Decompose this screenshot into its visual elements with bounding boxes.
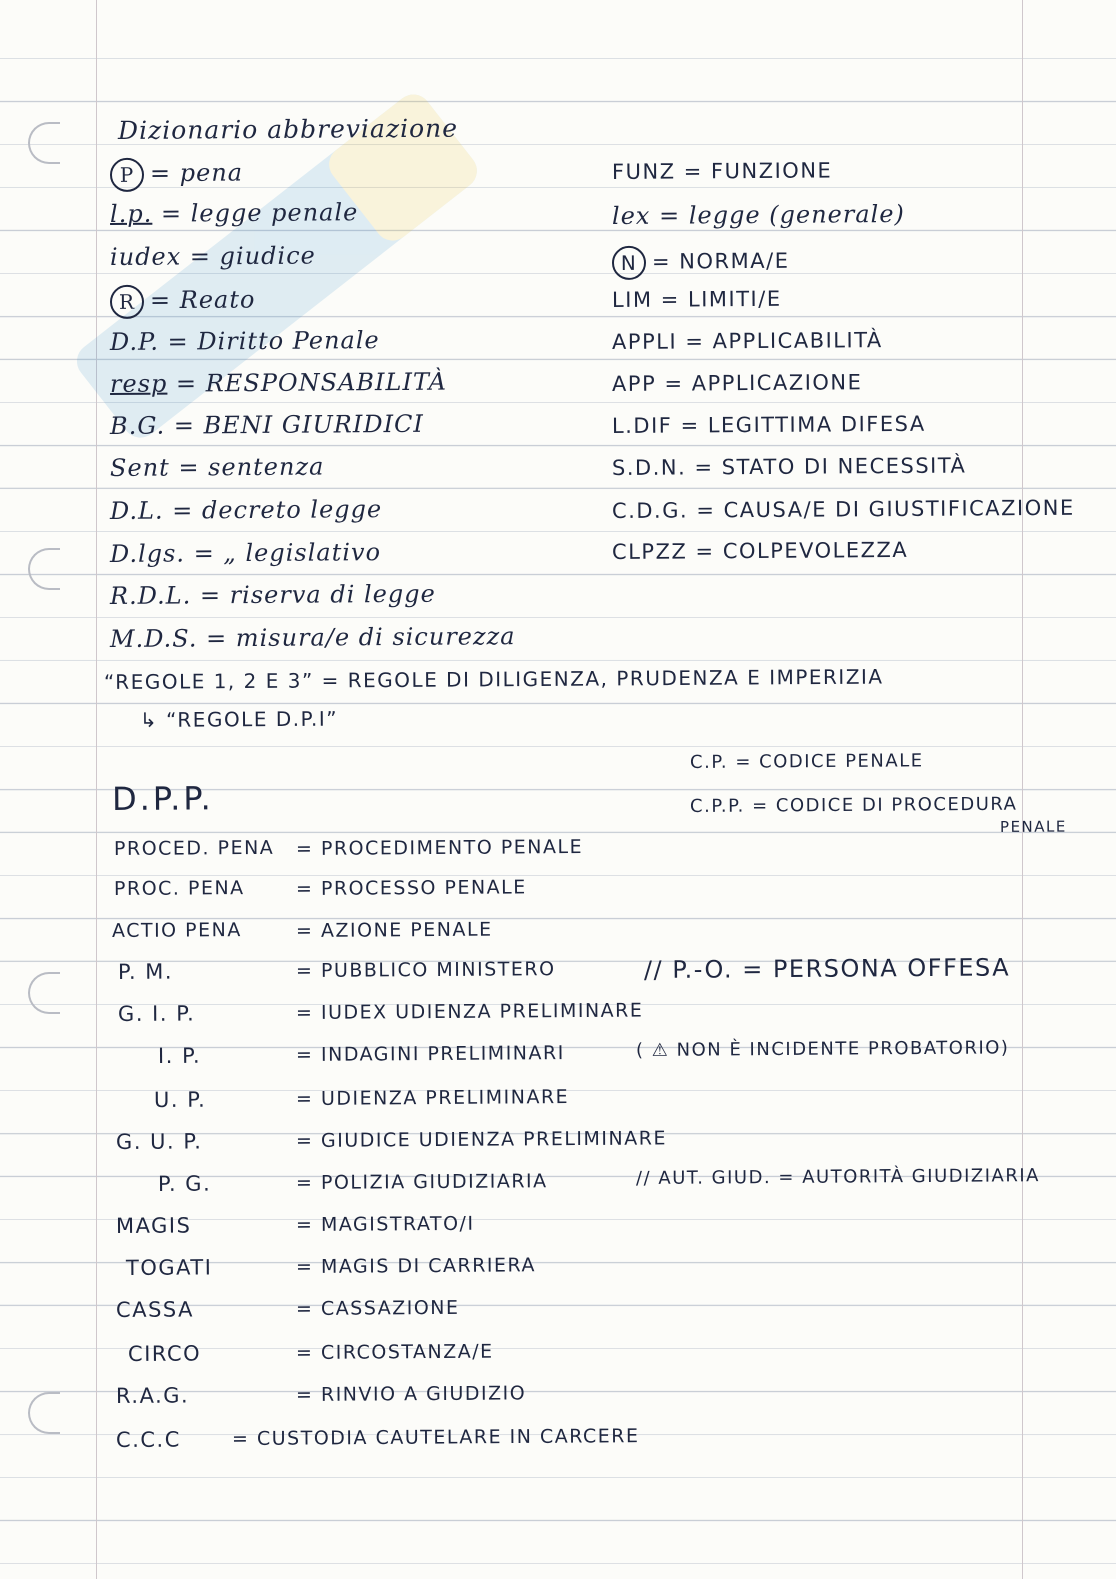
dpp-meaning: = MAGIS DI CARRIERA	[295, 1254, 536, 1278]
dpp-abbreviation: CIRCO	[127, 1341, 202, 1366]
abbreviation: l.p.	[109, 199, 153, 228]
abbreviation-meaning: = CODICE PENALE	[735, 750, 924, 773]
abbreviation-entry	[110, 242, 316, 271]
abbreviation: iudex	[109, 242, 182, 271]
code-entry	[690, 794, 1018, 817]
dpp-abbreviation: PROCED. PENA	[113, 836, 275, 860]
abbreviation-meaning: = FUNZIONE	[683, 158, 833, 184]
dpp-abbreviation: TOGATI	[125, 1255, 213, 1280]
dpp-meaning: = RINVIO A GIUDIZIO	[295, 1382, 527, 1406]
abbreviation: D.L.	[109, 496, 164, 525]
dpp-meaning: = IUDEX UDIENZA PRELIMINARE	[295, 999, 644, 1024]
abbreviation-meaning: = CAUSA/E DI GIUSTIFICAZIONE	[696, 495, 1075, 523]
abbreviation-meaning: = Reato	[149, 285, 256, 315]
abbreviation-meaning: = Diritto Penale	[167, 326, 380, 356]
dpp-meaning: = POLIZIA GIUDIZIARIA	[295, 1170, 548, 1194]
dpp-meaning: = CUSTODIA CAUTELARE IN CARCERE	[231, 1425, 640, 1450]
abbreviation-meaning: = BENI GIURIDICI	[173, 409, 424, 440]
abbreviation: lex	[611, 201, 651, 230]
binder-hole	[28, 548, 60, 590]
abbreviation-entry	[110, 580, 436, 610]
dpp-abbreviation: U. P.	[153, 1087, 207, 1112]
abbreviation-entry	[612, 200, 905, 230]
abbreviation: FUNZ	[611, 159, 676, 184]
abbreviation-entry	[110, 326, 380, 356]
abbreviation-meaning: = decreto legge	[172, 495, 383, 525]
dpp-meaning: = GIUDICE UDIENZA PRELIMINARE	[295, 1127, 667, 1152]
abbreviation: Sent	[109, 453, 170, 482]
abbreviation: APPLI	[611, 329, 678, 354]
dpp-meaning: = MAGISTRATO/I	[295, 1212, 475, 1236]
abbreviation-entry	[110, 368, 447, 398]
code-entry-continuation: PENALE	[999, 817, 1067, 836]
abbreviation-entry	[612, 287, 782, 312]
dpp-meaning: = PUBBLICO MINISTERO	[295, 958, 556, 982]
dpp-note: ( ⚠ NON È INCIDENTE PROBATORIO)	[635, 1037, 1010, 1061]
abbreviation-meaning: = giudice	[189, 241, 316, 271]
regole-subline: ↳ “REGOLE D.P.I”	[139, 706, 339, 732]
dpp-note: // P.-O. = PERSONA OFFESA	[643, 953, 1011, 984]
abbreviation-meaning: = legge (generale)	[658, 199, 905, 230]
abbreviation-entry	[612, 538, 908, 564]
dpp-abbreviation: R.A.G.	[115, 1383, 190, 1408]
abbreviation-entry	[612, 245, 790, 280]
page-title: Dizionario abbreviazione	[117, 113, 459, 145]
abbreviation-meaning: = COLPEVOLEZZA	[695, 537, 909, 564]
abbreviation: CLPZZ	[611, 539, 688, 564]
abbreviation-entry	[110, 410, 424, 440]
abbreviation-entry	[612, 158, 832, 184]
abbreviation: C.P.P.	[689, 795, 753, 817]
abbreviation: APP	[611, 371, 657, 396]
regole-line: “REGOLE 1, 2 E 3” = REGOLE DI DILIGENZA, PRUDENZA E IMPERIZIA	[103, 664, 884, 694]
abbreviation-meaning: = LEGITTIMA DIFESA	[680, 411, 926, 438]
dpp-heading: D.P.P.	[111, 779, 214, 818]
abbreviation: B.G.	[109, 411, 166, 440]
abbreviation: R.D.L.	[109, 581, 192, 610]
abbreviation-entry	[612, 454, 967, 480]
dpp-abbreviation: I. P.	[157, 1043, 202, 1068]
abbreviation: C.D.G.	[611, 498, 689, 523]
abbreviation-entry	[110, 495, 382, 525]
abbreviation-meaning: = RESPONSABILITÀ	[175, 367, 448, 398]
dpp-abbreviation: C.C.C	[115, 1427, 181, 1452]
circled-abbreviation: P	[110, 158, 144, 192]
dpp-abbreviation: G. U. P.	[115, 1129, 203, 1154]
dpp-abbreviation: ACTIO PENA	[111, 919, 242, 942]
dpp-abbreviation: P. M.	[117, 959, 174, 984]
abbreviation: M.D.S.	[109, 624, 198, 653]
abbreviation-entry	[110, 198, 359, 228]
abbreviation: resp	[109, 369, 168, 398]
dpp-meaning: = AZIONE PENALE	[295, 918, 493, 942]
abbreviation: LIM	[611, 287, 653, 312]
binder-hole	[28, 122, 60, 164]
abbreviation-meaning: = NORMA/E	[651, 248, 790, 274]
dpp-meaning: = PROCESSO PENALE	[295, 876, 527, 900]
dpp-meaning: = UDIENZA PRELIMINARE	[295, 1086, 570, 1110]
binder-hole	[28, 972, 60, 1014]
abbreviation-entry	[110, 453, 325, 482]
abbreviation-meaning: = CODICE DI PROCEDURA	[751, 793, 1018, 817]
abbreviation: L.DIF	[611, 413, 673, 438]
abbreviation-entry	[110, 284, 256, 319]
abbreviation-meaning: = APPLICABILITÀ	[685, 328, 883, 354]
circled-abbreviation: N	[612, 246, 646, 280]
code-entry	[690, 750, 924, 773]
abbreviation-entry	[110, 157, 243, 192]
dpp-meaning: = PROCEDIMENTO PENALE	[295, 835, 584, 860]
abbreviation-entry	[612, 370, 863, 396]
abbreviation-meaning: = APPLICAZIONE	[664, 370, 863, 396]
dpp-abbreviation: G. I. P.	[117, 1001, 196, 1026]
dpp-abbreviation: P. G.	[157, 1171, 212, 1196]
dpp-meaning: = CIRCOSTANZA/E	[295, 1340, 494, 1364]
dpp-note: // AUT. GIUD. = AUTORITÀ GIUDIZIARIA	[635, 1165, 1041, 1189]
abbreviation: S.D.N.	[611, 455, 687, 480]
abbreviation-meaning: = pena	[149, 158, 244, 188]
abbreviation-meaning: = sentenza	[178, 452, 325, 482]
abbreviation-entry	[110, 622, 516, 653]
right-margin-line	[1022, 0, 1023, 1579]
circled-abbreviation: R	[110, 285, 144, 319]
dpp-abbreviation: MAGIS	[115, 1213, 192, 1238]
abbreviation-entry	[612, 412, 926, 438]
dpp-meaning: = INDAGINI PRELIMINARI	[295, 1042, 565, 1066]
abbreviation: D.lgs.	[109, 539, 186, 568]
dpp-abbreviation: PROC. PENA	[113, 877, 245, 900]
abbreviation-meaning: = riserva di legge	[199, 579, 436, 610]
abbreviation: D.P.	[109, 327, 160, 356]
binder-hole	[28, 1392, 60, 1434]
abbreviation-meaning: = „ legislativo	[193, 538, 382, 568]
abbreviation-entry	[612, 328, 883, 354]
abbreviation-meaning: = STATO DI NECESSITÀ	[694, 453, 967, 480]
abbreviation-meaning: = LIMITI/E	[660, 286, 782, 312]
abbreviation: C.P.	[689, 751, 736, 773]
dpp-abbreviation: CASSA	[115, 1297, 195, 1322]
abbreviation-meaning: = legge penale	[160, 198, 359, 228]
abbreviation-meaning: = misura/e di sicurezza	[205, 622, 516, 653]
dpp-meaning: = CASSAZIONE	[295, 1296, 460, 1320]
left-margin-line	[96, 0, 97, 1579]
abbreviation-entry	[612, 496, 1075, 523]
abbreviation-entry	[110, 538, 381, 568]
